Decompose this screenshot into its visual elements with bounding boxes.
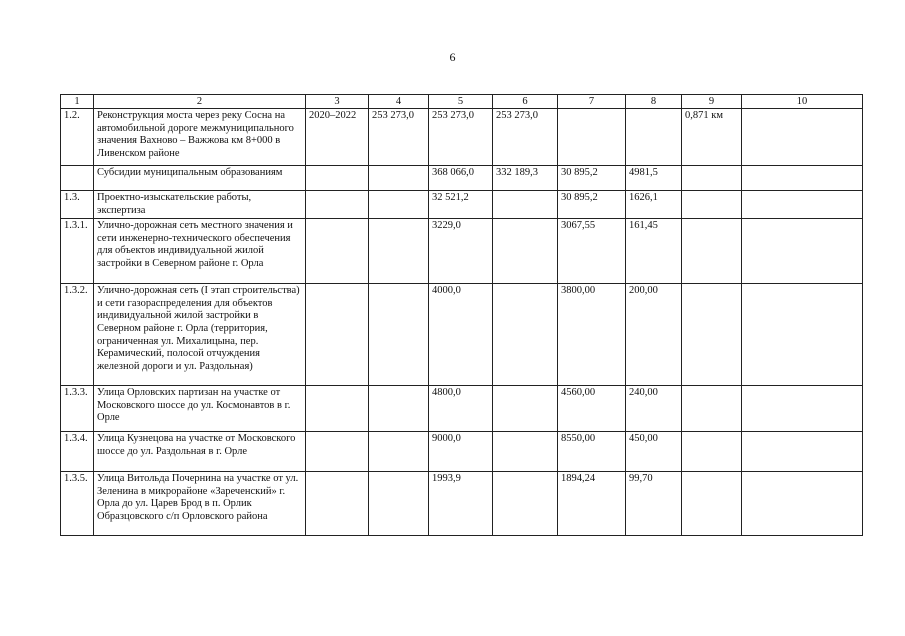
row-period [306, 284, 369, 386]
column-header: 7 [558, 95, 626, 109]
column-header: 5 [429, 95, 493, 109]
row-value-col7: 3800,00 [558, 284, 626, 386]
row-value-col9 [682, 166, 742, 191]
table-row [61, 191, 863, 219]
row-value-col10 [742, 472, 863, 536]
row-number: 1.3.5. [61, 472, 94, 536]
row-value-col4 [369, 166, 429, 191]
row-period: 2020–2022 [306, 109, 369, 166]
row-value-col7: 30 895,2 [558, 191, 626, 219]
row-value-col8: 99,70 [626, 472, 682, 536]
row-value-col5: 4800,0 [429, 386, 493, 432]
table-row [61, 219, 863, 284]
row-value-col8: 4981,5 [626, 166, 682, 191]
table-header-row [61, 95, 863, 109]
row-value-col9: 0,871 км [682, 109, 742, 166]
row-description: Улица Кузнецова на участке от Московского шоссе до ул. Раздольная в г. Орле [94, 432, 306, 472]
row-value-col5: 9000,0 [429, 432, 493, 472]
row-value-col6 [493, 284, 558, 386]
row-number: 1.3.2. [61, 284, 94, 386]
row-value-col5: 368 066,0 [429, 166, 493, 191]
row-value-col10 [742, 386, 863, 432]
column-header: 4 [369, 95, 429, 109]
row-number: 1.3. [61, 191, 94, 219]
row-value-col5: 253 273,0 [429, 109, 493, 166]
column-header: 6 [493, 95, 558, 109]
row-value-col8 [626, 109, 682, 166]
row-value-col7 [558, 109, 626, 166]
column-header: 1 [61, 95, 94, 109]
row-value-col5: 32 521,2 [429, 191, 493, 219]
table-row [61, 472, 863, 536]
row-value-col6 [493, 432, 558, 472]
row-value-col9 [682, 191, 742, 219]
budget-table [60, 94, 863, 536]
row-value-col4 [369, 386, 429, 432]
row-description: Реконструкция моста через реку Сосна на автомобильной дороге межмуниципального значения Вахново – Важжова км 8+000 в Ливенском районе [94, 109, 306, 166]
row-value-col9 [682, 284, 742, 386]
row-value-col10 [742, 191, 863, 219]
row-description: Субсидии муниципальным образованиям [94, 166, 306, 191]
row-value-col5: 3229,0 [429, 219, 493, 284]
row-value-col10 [742, 109, 863, 166]
page-number: 6 [449, 50, 456, 64]
row-description: Проектно-изыскательские работы, экспертиза [94, 191, 306, 219]
column-header: 8 [626, 95, 682, 109]
column-header: 2 [94, 95, 306, 109]
row-value-col10 [742, 166, 863, 191]
row-period [306, 166, 369, 191]
row-value-col7: 4560,00 [558, 386, 626, 432]
row-value-col7: 3067,55 [558, 219, 626, 284]
row-period [306, 386, 369, 432]
row-description: Улично-дорожная сеть местного значения и сети инженерно-технического обеспечения для объектов индивидуальной жилой застройки в Северном районе г. Орла [94, 219, 306, 284]
row-value-col6: 253 273,0 [493, 109, 558, 166]
row-number: 1.3.4. [61, 432, 94, 472]
row-value-col6 [493, 219, 558, 284]
row-period [306, 432, 369, 472]
row-value-col9 [682, 219, 742, 284]
row-period [306, 191, 369, 219]
row-value-col4: 253 273,0 [369, 109, 429, 166]
row-value-col10 [742, 219, 863, 284]
row-number: 1.3.1. [61, 219, 94, 284]
table-row [61, 166, 863, 191]
row-number [61, 166, 94, 191]
row-period [306, 219, 369, 284]
row-value-col4 [369, 284, 429, 386]
row-value-col9 [682, 472, 742, 536]
row-number: 1.3.3. [61, 386, 94, 432]
row-period [306, 472, 369, 536]
row-value-col8: 200,00 [626, 284, 682, 386]
row-description: Улица Орловских партизан на участке от Московского шоссе до ул. Космонавтов в г. Орле [94, 386, 306, 432]
row-value-col4 [369, 219, 429, 284]
row-value-col8: 161,45 [626, 219, 682, 284]
row-value-col4 [369, 191, 429, 219]
row-value-col7: 8550,00 [558, 432, 626, 472]
row-value-col6 [493, 472, 558, 536]
column-header: 9 [682, 95, 742, 109]
row-description: Улично-дорожная сеть (I этап строительства) и сети газораспределения для объектов индивидуальной жилой застройки в Северном районе г. Орла (территория, ограниченная ул. Михалицына, пер. Керамический, полосой отчуждения железной дороги и ул. Раздольная) [94, 284, 306, 386]
row-value-col7: 30 895,2 [558, 166, 626, 191]
table-row [61, 109, 863, 166]
row-value-col8: 450,00 [626, 432, 682, 472]
row-value-col5: 1993,9 [429, 472, 493, 536]
row-value-col10 [742, 284, 863, 386]
row-value-col9 [682, 386, 742, 432]
table-row [61, 432, 863, 472]
row-value-col6 [493, 386, 558, 432]
row-value-col6: 332 189,3 [493, 166, 558, 191]
row-description: Улица Витольда Почернина на участке от ул. Зеленина в микрорайоне «Зареченский» г. Орла до ул. Царев Брод в п. Орлик Образцовского с/п Орловского района [94, 472, 306, 536]
row-value-col6 [493, 191, 558, 219]
row-number: 1.2. [61, 109, 94, 166]
row-value-col4 [369, 472, 429, 536]
row-value-col5: 4000,0 [429, 284, 493, 386]
column-header: 10 [742, 95, 863, 109]
row-value-col4 [369, 432, 429, 472]
table-row [61, 284, 863, 386]
row-value-col8: 1626,1 [626, 191, 682, 219]
row-value-col8: 240,00 [626, 386, 682, 432]
column-header: 3 [306, 95, 369, 109]
row-value-col9 [682, 432, 742, 472]
table-row [61, 386, 863, 432]
row-value-col10 [742, 432, 863, 472]
row-value-col7: 1894,24 [558, 472, 626, 536]
